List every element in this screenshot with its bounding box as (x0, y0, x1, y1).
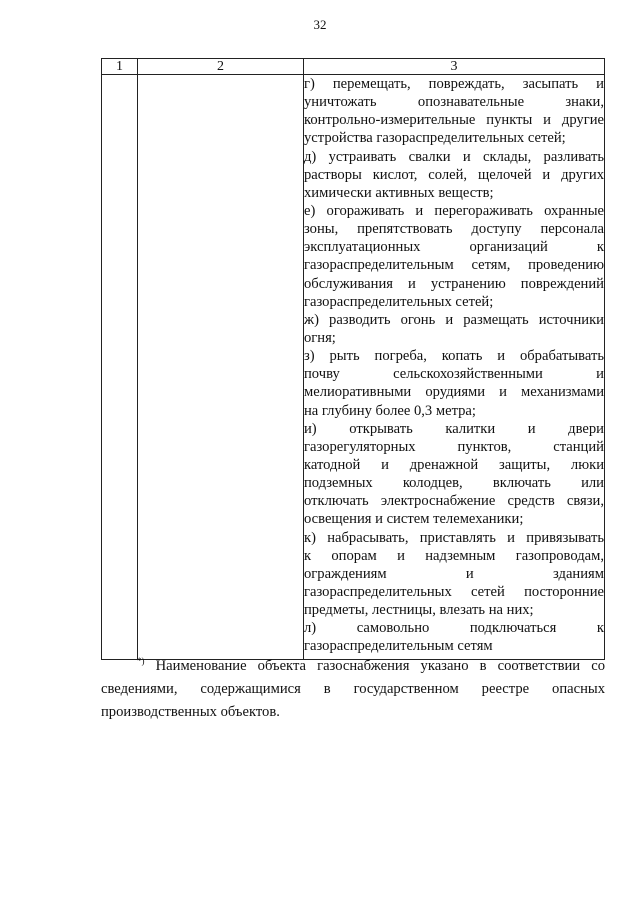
list-line: газораспределительных сетей посторонние (304, 583, 604, 600)
requirements-table (101, 58, 605, 660)
table-header-row (102, 59, 605, 75)
table-cell-col3 (304, 75, 605, 660)
list-line: предметы, лестницы, влезать на них; (304, 602, 534, 619)
column-header-3: 3 (304, 59, 605, 75)
list-line: д) устраивать свалки и склады, разливать (304, 148, 604, 165)
list-line: контрольно-измерительные пункты и другие (304, 112, 604, 129)
footnote-text-1: Наименование объекта газоснабжения указано в соответствии со (155, 658, 605, 674)
page-number: 32 (313, 17, 327, 32)
list-line: ограждениям и зданиям (304, 565, 604, 582)
list-line: огня; (304, 329, 336, 346)
list-line: освещения и систем телемеханики; (304, 511, 524, 528)
table-row (102, 75, 605, 660)
column-header-1: 1 (102, 59, 138, 75)
list-line: газораспределительным сетям (304, 638, 493, 655)
list-line: обслуживания и устранению повреждений (304, 275, 604, 292)
list-line: ж) разводить огонь и размещать источники (304, 311, 604, 328)
footnote (101, 655, 605, 724)
footnote-line-2: сведениями, содержащимися в государственном реестре опасных (101, 681, 605, 697)
list-line: мелиоративными орудиями и механизмами (304, 384, 604, 401)
footnote-line-3: производственных объектов. (101, 704, 280, 720)
list-line: к) набрасывать, приставлять и привязывать (304, 529, 604, 546)
list-line: эксплуатационных организаций к (304, 239, 604, 256)
list-line: е) огораживать и перегораживать охранные (304, 202, 604, 219)
list-line: почву сельскохозяйственными и (304, 366, 604, 383)
table-cell-col2 (138, 75, 304, 660)
list-line: газорегуляторных пунктов, станций (304, 438, 604, 455)
list-line: зоны, препятствовать доступу персонала (304, 221, 604, 238)
list-line: подземных колодцев, включать или (304, 475, 604, 492)
list-line: л) самовольно подключаться к (304, 620, 604, 637)
list-line: з) рыть погреба, копать и обрабатывать (304, 348, 604, 365)
list-line: и) открывать калитки и двери (304, 420, 604, 437)
footnote-marker: *) (137, 656, 145, 666)
list-line: к опорам и надземным газопроводам, (304, 547, 604, 564)
list-line: уничтожать опознавательные знаки, (304, 94, 604, 111)
list-line: химически активных веществ; (304, 184, 494, 201)
prohibitions-list (304, 75, 604, 659)
list-line: устройства газораспределительных сетей; (304, 130, 566, 147)
list-line: газораспределительным сетям, проведению (304, 257, 604, 274)
list-line: г) перемещать, повреждать, засыпать и (304, 76, 604, 92)
table-cell-col1 (102, 75, 138, 660)
column-header-2: 2 (138, 59, 304, 75)
list-line: катодной и дренажной защиты, люки (304, 456, 604, 473)
list-line: отключать электроснабжение средств связи, (304, 493, 604, 510)
list-line: на глубину более 0,3 метра; (304, 402, 476, 419)
footnote-line-1 (101, 655, 605, 678)
list-line: газораспределительных сетей; (304, 293, 494, 310)
list-line: растворы кислот, солей, щелочей и других (304, 166, 604, 183)
